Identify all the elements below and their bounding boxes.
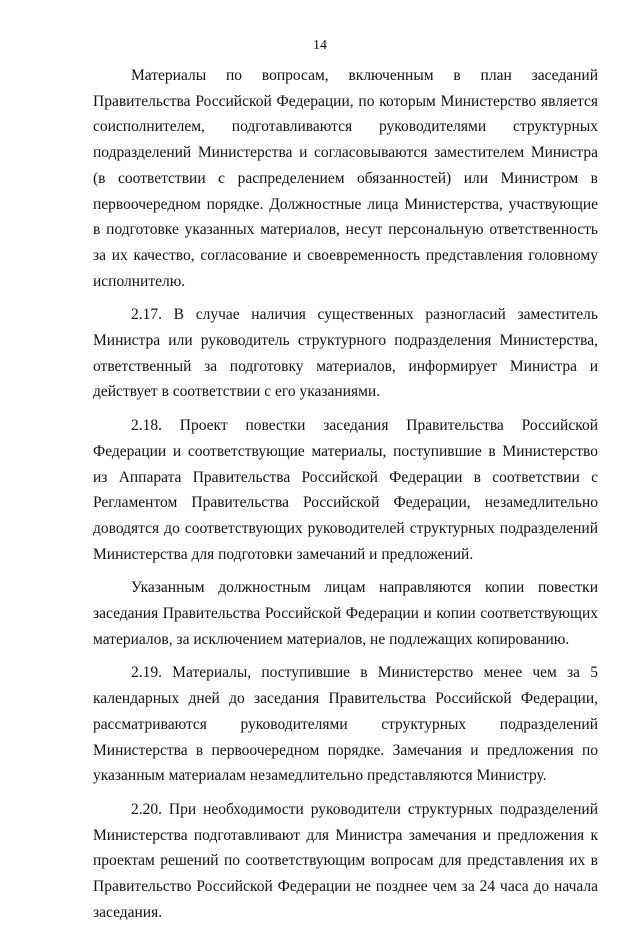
paragraph-2-19: 2.19. Материалы, поступившие в Министерство менее чем за 5 календарных дней до заседания Правительства Российской Федерации, рассматриваются руководителями структурных подразделений Министерства в первоочередном порядке. Замечания и предложения по указанным материалам незамедлительно представляются Министру. (93, 664, 598, 785)
paragraph-2-18-copies: Указанным должностным лицам направляются копии повестки заседания Правительства Российской Федерации и копии соответствующих материалов, за исключением материалов, не подлежащих копированию. (93, 579, 598, 648)
paragraph-2-17: 2.17. В случае наличия существенных разногласий заместитель Министра или руководитель структурного подразделения Министерства, ответственный за подготовку материалов, информирует Министра и действует в соответствии с его указаниями. (93, 306, 598, 401)
paragraph-2-20: 2.20. При необходимости руководители структурных подразделений Министерства подготавливают для Министра замечания и предложения к проектам решений по соответствующим вопросам для представления их в Правительство Российской Федерации не позднее чем за 24 часа до начала заседания. (93, 800, 598, 921)
paragraph-2-18: 2.18. Проект повестки заседания Правительства Российской Федерации и соответствующие материалы, поступившие в Министерство из Аппарата Правительства Российской Федерации в соответствии с Регламентом Правительства Российской Федерации, незамедлительно доводятся до соответствующих руководителей структурных подразделений Министерства для подготовки замечаний и предложений. (93, 417, 598, 563)
paragraph-intro: Материалы по вопросам, включенным в план заседаний Правительства Российской Федерации, по которым Министерство является соисполнителем, подготавливаются руководителями структурных подразделений Министерства и согласовываются заместителем Министра (в соответствии с распределением обязанностей) или Министром в первоочередном порядке. Должностные лица Министерства, участвующие в подготовке указанных материалов, несут персональную ответственность за их качество, согласование и своевременность представления головному исполнителю. (93, 67, 598, 290)
page-number: 14 (313, 38, 327, 53)
document-body (93, 63, 598, 934)
